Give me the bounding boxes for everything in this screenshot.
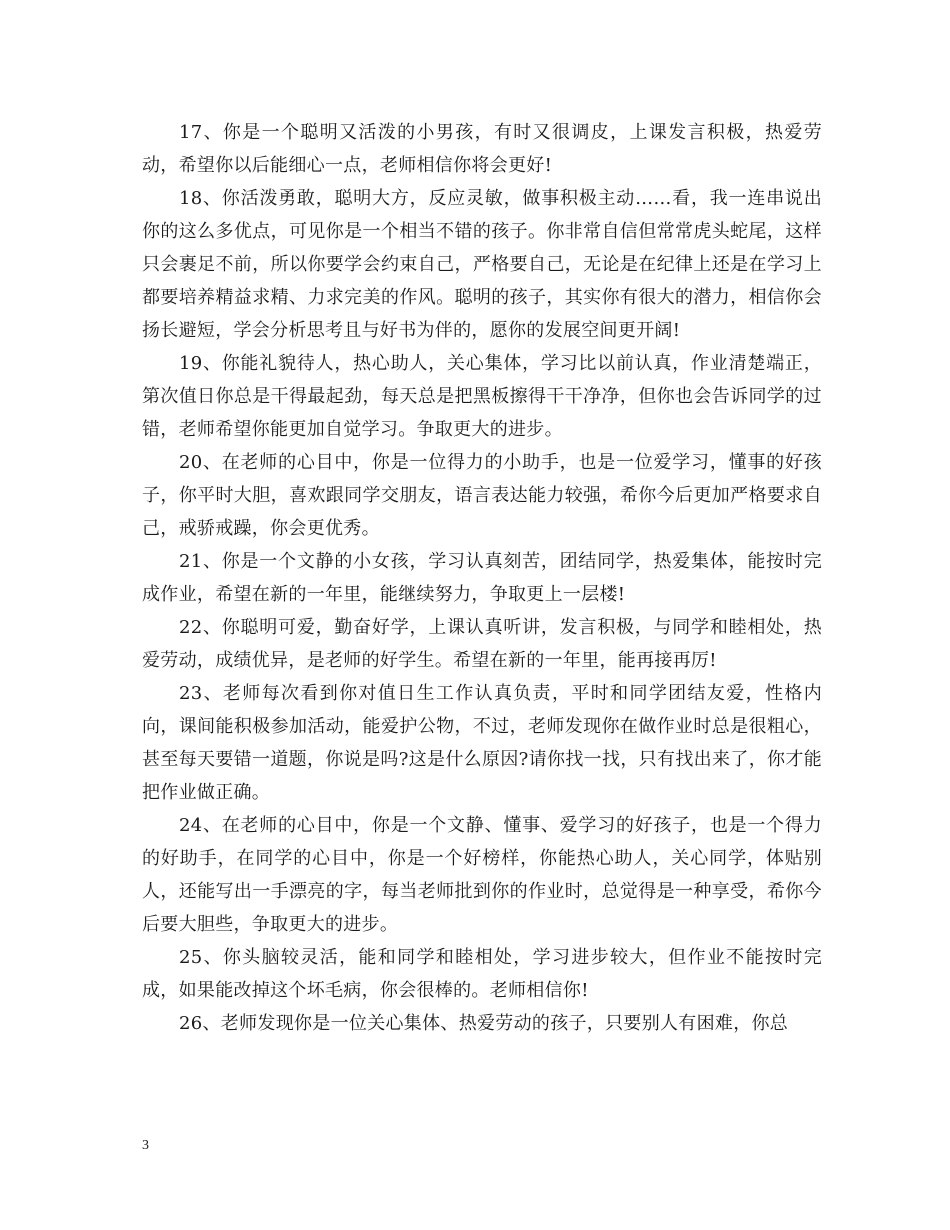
paragraph-25: 25、你头脑较灵活，能和同学和睦相处，学习进步较大，但作业不能按时完成，如果能改掉这个坏毛病，你会很棒的。老师相信你! xyxy=(142,947,822,1001)
paragraph-24: 24、在老师的心目中，你是一个文静、懂事、爱学习的好孩子，也是一个得力的好助手，在同学的心目中，你是一个好榜样，你能热心助人，关心同学，体贴别人，还能写出一手漂亮的字，每当老师批到你的作业时，总觉得是一种享受，希你今后要大胆些，争取更大的进步。 xyxy=(142,815,822,935)
paragraph-22: 22、你聪明可爱，勤奋好学，上课认真听讲，发言积极，与同学和睦相处，热爱劳动，成绩优异，是老师的好学生。希望在新的一年里，能再接再厉! xyxy=(142,617,822,671)
paragraph-19: 19、你能礼貌待人，热心助人，关心集体，学习比以前认真，作业清楚端正，第次值日你总是干得最起劲，每天总是把黑板擦得干干净净，但你也会告诉同学的过错，老师希望你能更加自觉学习。争取更大的进步。 xyxy=(142,353,822,440)
paragraph-23: 23、老师每次看到你对值日生工作认真负责，平时和同学团结友爱，性格内向，课间能积极参加活动，能爱护公物，不过，老师发现你在做作业时总是很粗心，甚至每天要错一道题，你说是吗?这是什么原因?请你找一找，只有找出来了，你才能把作业做正确。 xyxy=(142,683,822,803)
paragraph-26: 26、老师发现你是一位关心集体、热爱劳动的孩子，只要别人有困难，你总 xyxy=(179,1013,789,1034)
page-number: 3 xyxy=(142,1138,149,1153)
paragraph-20: 20、在老师的心目中，你是一位得力的小助手，也是一位爱学习，懂事的好孩子，你平时大胆，喜欢跟同学交朋友，语言表达能力较强，希你今后更加严格要求自己，戒骄戒躁，你会更优秀。 xyxy=(142,452,822,539)
document-body xyxy=(142,116,822,1040)
paragraph-17: 17、你是一个聪明又活泼的小男孩，有时又很调皮，上课发言积极，热爱劳动，希望你以后能细心一点，老师相信你将会更好! xyxy=(142,122,822,176)
paragraph-21: 21、你是一个文静的小女孩，学习认真刻苦，团结同学，热爱集体，能按时完成作业，希望在新的一年里，能继续努力，争取更上一层楼! xyxy=(142,551,822,605)
paragraph-18: 18、你活泼勇敢，聪明大方，反应灵敏，做事积极主动……看，我一连串说出你的这么多优点，可见你是一个相当不错的孩子。你非常自信但常常虎头蛇尾，这样只会裹足不前，所以你要学会约束自己，严格要自己，无论是在纪律上还是在学习上都要培养精益求精、力求完美的作风。聪明的孩子，其实你有很大的潜力，相信你会扬长避短，学会分析思考且与好书为伴的，愿你的发展空间更开阔! xyxy=(142,188,822,341)
